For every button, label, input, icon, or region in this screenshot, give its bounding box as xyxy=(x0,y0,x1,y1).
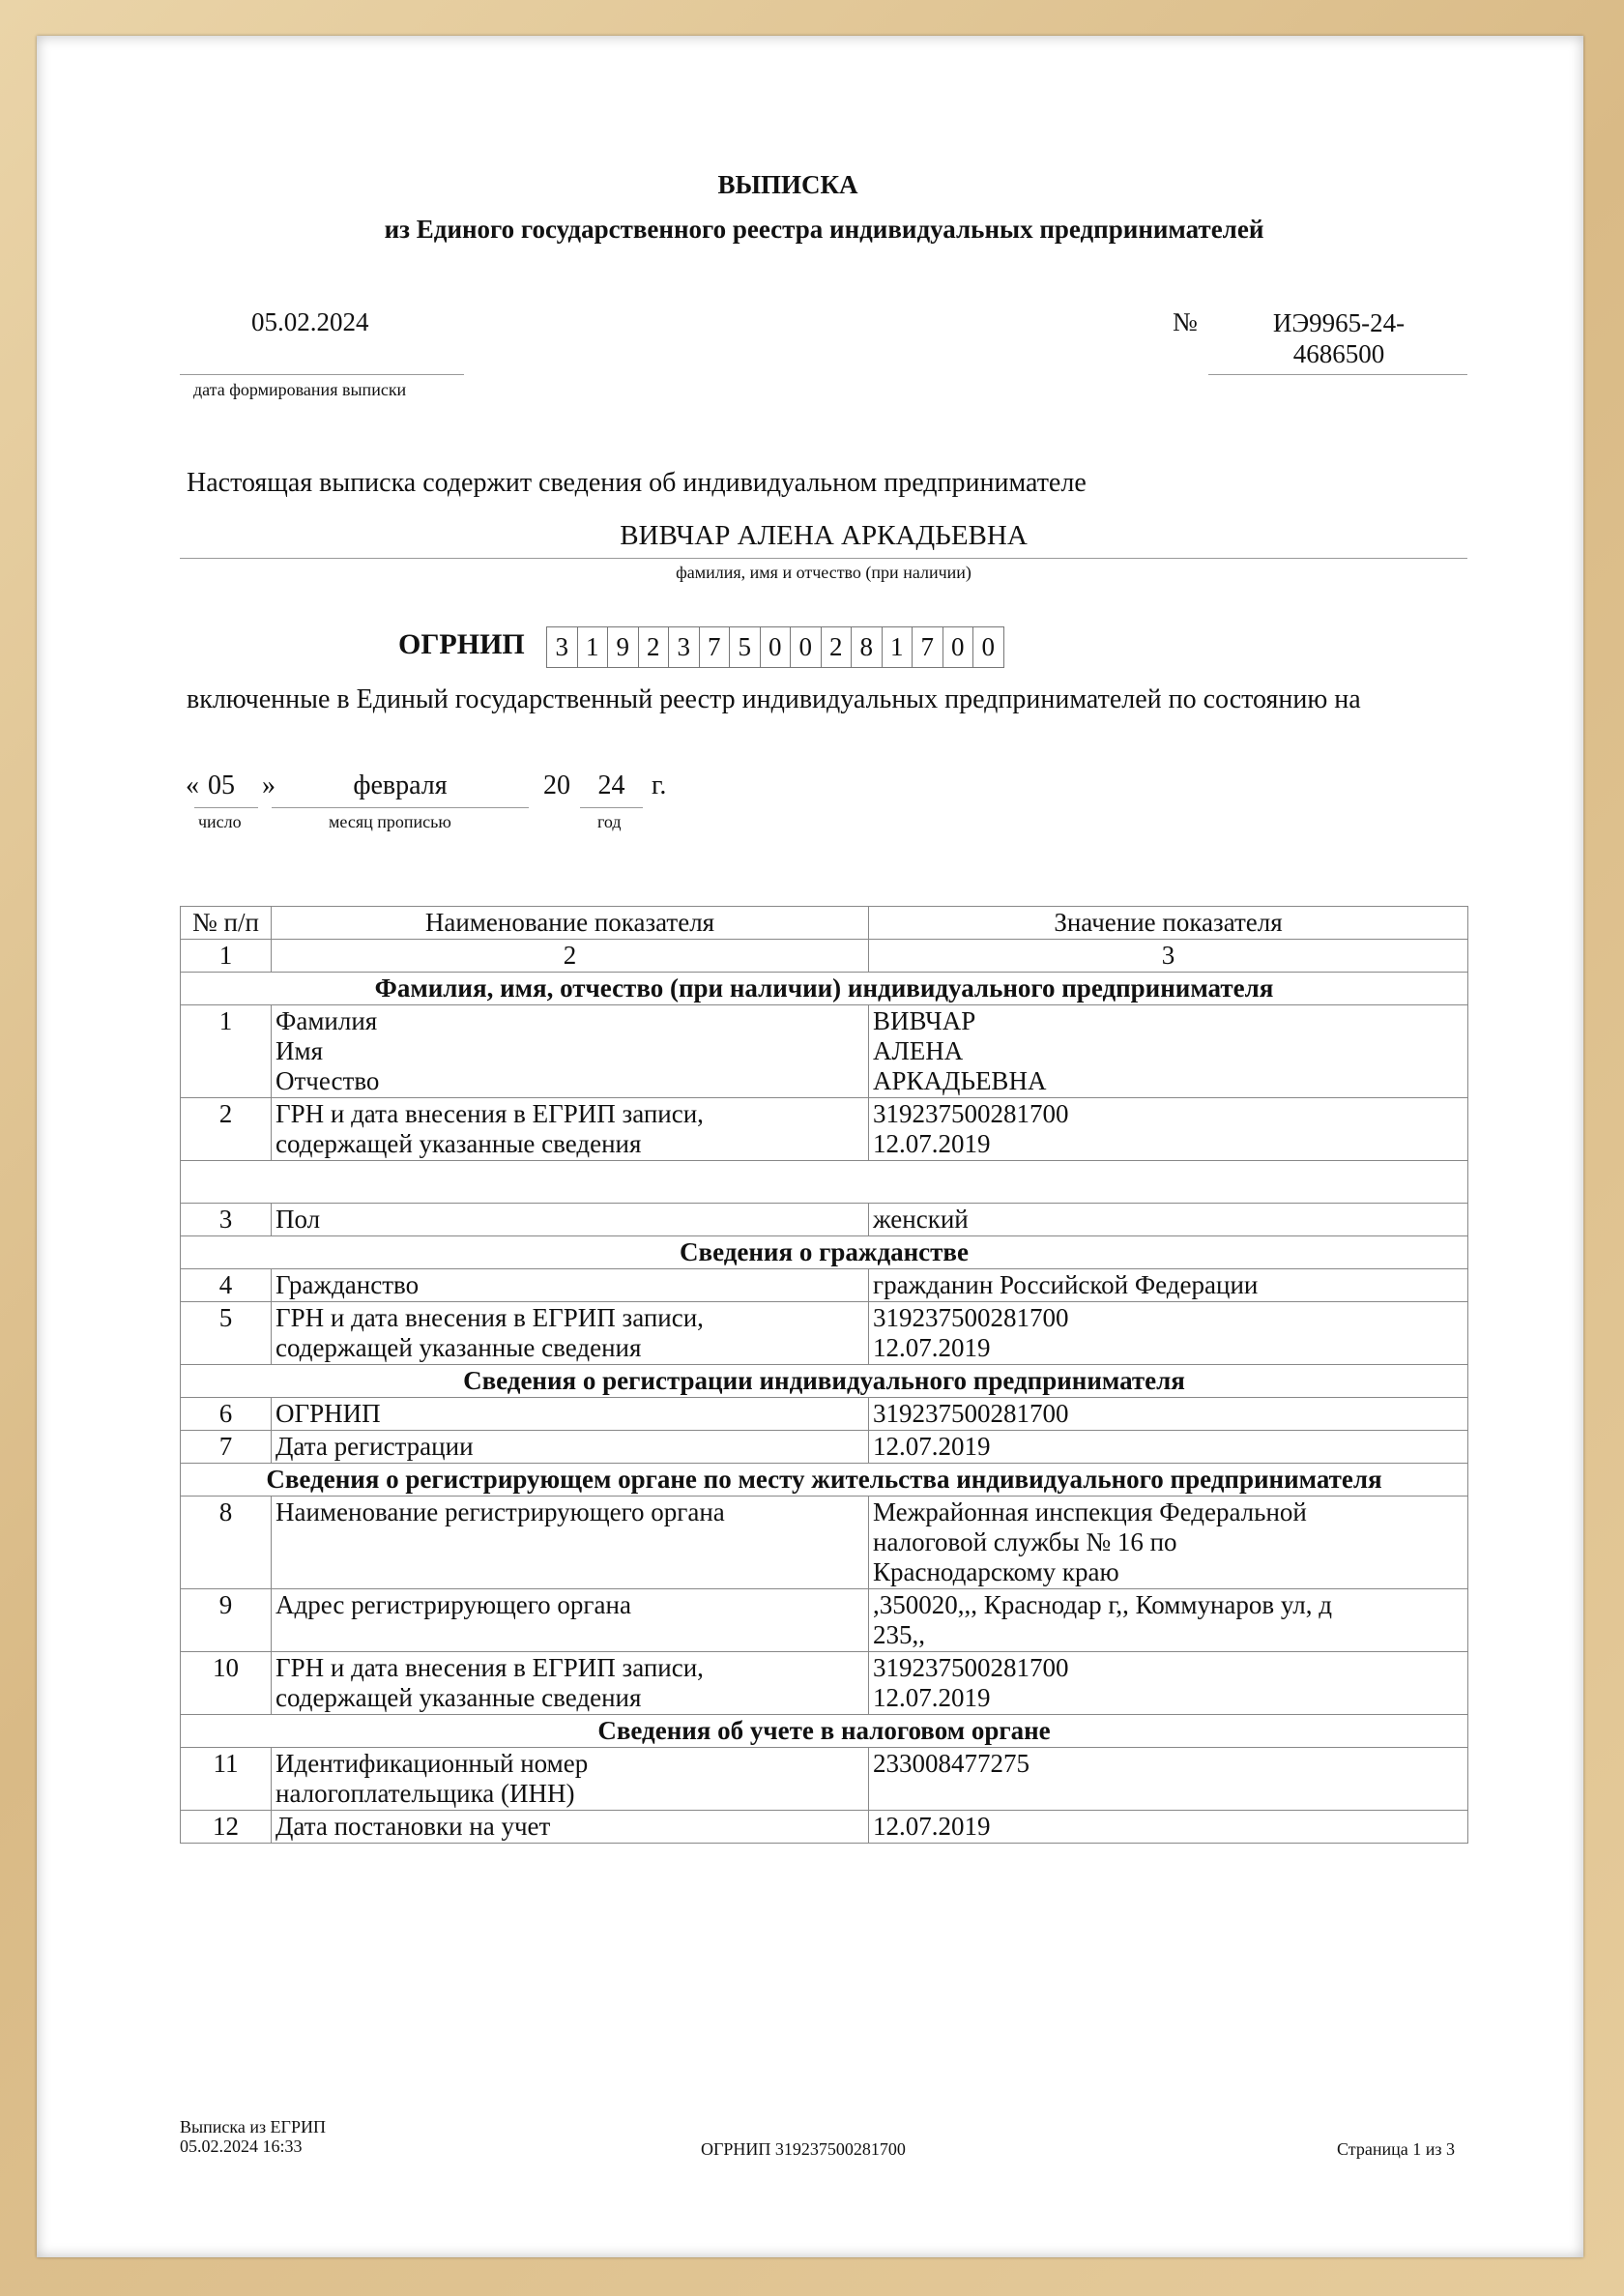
indicator-name-line: Идентификационный номер xyxy=(276,1749,589,1778)
indicator-value-line: Краснодарскому краю xyxy=(873,1557,1119,1586)
indicator-name xyxy=(272,1098,869,1161)
register-table xyxy=(180,906,1468,1844)
indicator-name-line: Имя xyxy=(276,1036,324,1065)
ogrnip-digit: 3 xyxy=(546,626,578,668)
indicator-value-line: 12.07.2019 xyxy=(873,1129,991,1158)
ogrnip-digit: 1 xyxy=(577,626,609,668)
table-row xyxy=(181,1398,1468,1431)
table-row xyxy=(181,1005,1468,1098)
table-row xyxy=(181,1589,1468,1652)
section-header-row xyxy=(181,1365,1468,1398)
indicator-name-line: Гражданство xyxy=(276,1270,420,1299)
year-caption: год xyxy=(597,812,622,831)
indicator-value-line: АРКАДЬЕВНА xyxy=(873,1066,1047,1095)
table-row xyxy=(181,1098,1468,1161)
intro-text: Настоящая выписка содержит сведения об индивидуальном предпринимателе xyxy=(187,468,1087,498)
ogrnip-digit-boxes xyxy=(547,626,1004,668)
row-number: 12 xyxy=(181,1811,272,1844)
ogrnip-digit: 0 xyxy=(942,626,974,668)
indicator-value-line: 233008477275 xyxy=(873,1749,1030,1778)
table-row xyxy=(181,1748,1468,1811)
indicator-value-line: 12.07.2019 xyxy=(873,1333,991,1362)
indicator-value-line: налоговой службы № 16 по xyxy=(873,1527,1177,1556)
indicator-name-line: ГРН и дата внесения в ЕГРИП записи, xyxy=(276,1099,704,1128)
ogrnip-digit: 7 xyxy=(912,626,943,668)
indicator-value xyxy=(869,1497,1468,1589)
indicator-value-line: ВИВЧАР xyxy=(873,1006,976,1035)
section-title: Сведения о гражданстве xyxy=(181,1236,1468,1269)
row-number: 3 xyxy=(181,1204,272,1236)
section-title: Фамилия, имя, отчество (при наличии) индивидуального предпринимателя xyxy=(181,973,1468,1005)
indicator-name-line: Пол xyxy=(276,1205,321,1234)
indicator-value xyxy=(869,1811,1468,1844)
row-number: 5 xyxy=(181,1302,272,1365)
indicator-name xyxy=(272,1497,869,1589)
table-row xyxy=(181,1204,1468,1236)
month-caption: месяц прописью xyxy=(329,812,451,831)
indicator-value xyxy=(869,1652,1468,1715)
indicator-value-line: 235,, xyxy=(873,1620,925,1649)
row-number: 10 xyxy=(181,1652,272,1715)
section-title: Сведения о регистрации индивидуального предпринимателя xyxy=(181,1365,1468,1398)
year-underline xyxy=(580,807,643,808)
indicator-name xyxy=(272,1431,869,1464)
section-title: Сведения об учете в налоговом органе xyxy=(181,1715,1468,1748)
footer-page-number: Страница 1 из 3 xyxy=(1337,2139,1455,2159)
ogrnip-digit: 0 xyxy=(790,626,822,668)
month-underline xyxy=(272,807,529,808)
indicator-name-line: Дата постановки на учет xyxy=(276,1812,551,1841)
entrepreneur-fio: ВИВЧАР АЛЕНА АРКАДЬЕВНА xyxy=(620,520,1028,551)
footer-left xyxy=(180,2117,326,2156)
fio-underline xyxy=(180,558,1467,559)
ogrnip-digit: 1 xyxy=(882,626,914,668)
table-row xyxy=(181,1269,1468,1302)
issue-date-caption: дата формирования выписки xyxy=(193,380,407,399)
indicator-value-line: 319237500281700 xyxy=(873,1653,1069,1682)
state-day: 05 xyxy=(208,770,235,800)
ogrnip-digit: 0 xyxy=(972,626,1004,668)
indicator-name-line: содержащей указанные сведения xyxy=(276,1129,642,1158)
state-year: 24 xyxy=(597,770,625,800)
document-number-line: 4686500 xyxy=(1292,339,1385,368)
table-row xyxy=(181,1497,1468,1589)
number-sign: № xyxy=(1173,307,1198,336)
indicator-name-line: налогоплательщика (ИНН) xyxy=(276,1779,575,1808)
indicator-value-line: 319237500281700 xyxy=(873,1303,1069,1332)
indicator-value-line: 319237500281700 xyxy=(873,1399,1069,1428)
indicator-value xyxy=(869,1204,1468,1236)
row-number: 1 xyxy=(181,1005,272,1098)
section-header-row xyxy=(181,1464,1468,1497)
indicator-value-line: 12.07.2019 xyxy=(873,1812,991,1841)
table-row xyxy=(181,1652,1468,1715)
indicator-value-line: 12.07.2019 xyxy=(873,1432,991,1461)
section-header-row xyxy=(181,1715,1468,1748)
indicator-value xyxy=(869,1302,1468,1365)
indicator-name-line: содержащей указанные сведения xyxy=(276,1333,642,1362)
indicator-name xyxy=(272,1748,869,1811)
indicator-name-line: ГРН и дата внесения в ЕГРИП записи, xyxy=(276,1303,704,1332)
fio-caption: фамилия, имя и отчество (при наличии) xyxy=(676,563,972,582)
issue-date: 05.02.2024 xyxy=(251,307,369,336)
indicator-value xyxy=(869,1431,1468,1464)
indicator-name-line: Дата регистрации xyxy=(276,1432,474,1461)
day-caption: число xyxy=(198,812,242,831)
column-number-cell: 3 xyxy=(869,940,1468,973)
row-number: 11 xyxy=(181,1748,272,1811)
issue-date-underline xyxy=(180,374,464,375)
state-year-suffix: г. xyxy=(652,770,667,800)
ogrnip-digit: 2 xyxy=(638,626,670,668)
ogrnip-digit: 8 xyxy=(851,626,883,668)
table-row xyxy=(181,1302,1468,1365)
indicator-name xyxy=(272,1269,869,1302)
document-title: ВЫПИСКА xyxy=(717,170,858,199)
ogrnip-digit: 2 xyxy=(821,626,853,668)
indicator-value-line: 12.07.2019 xyxy=(873,1683,991,1712)
indicator-value-line: женский xyxy=(873,1205,969,1234)
indicator-value xyxy=(869,1269,1468,1302)
close-quote: » xyxy=(262,770,276,800)
row-number: 4 xyxy=(181,1269,272,1302)
row-number: 7 xyxy=(181,1431,272,1464)
ogrnip-label: ОГРНИП xyxy=(398,628,525,660)
row-number: 9 xyxy=(181,1589,272,1652)
document-number-underline xyxy=(1208,374,1467,375)
header-cell-value: Значение показателя xyxy=(869,907,1468,940)
table-row xyxy=(181,1811,1468,1844)
empty-row xyxy=(181,1161,1468,1204)
header-cell-number: № п/п xyxy=(181,907,272,940)
table-row xyxy=(181,1431,1468,1464)
footer-left-line: Выписка из ЕГРИП xyxy=(180,2117,326,2136)
document-number-line: ИЭ9965-24- xyxy=(1272,308,1406,337)
state-year-prefix: 20 xyxy=(543,770,570,800)
empty-cell xyxy=(181,1161,1468,1204)
table-column-number-row xyxy=(181,940,1468,973)
row-number: 2 xyxy=(181,1098,272,1161)
indicator-name-line: Фамилия xyxy=(276,1006,378,1035)
document-number xyxy=(1213,307,1464,369)
indicator-value-line: гражданин Российской Федерации xyxy=(873,1270,1259,1299)
ogrnip-digit: 9 xyxy=(607,626,639,668)
document-subtitle: из Единого государственного реестра индивидуальных предпринимателей xyxy=(384,215,1264,244)
indicator-value-line: ,350020,,, Краснодар г,, Коммунаров ул, д xyxy=(873,1590,1332,1619)
indicator-name xyxy=(272,1398,869,1431)
footer-ogrnip: ОГРНИП 319237500281700 xyxy=(701,2139,906,2159)
indicator-value xyxy=(869,1748,1468,1811)
open-quote: « xyxy=(186,770,199,800)
indicator-name-line: Наименование регистрирующего органа xyxy=(276,1497,725,1526)
row-number: 6 xyxy=(181,1398,272,1431)
indicator-name-line: Адрес регистрирующего органа xyxy=(276,1590,631,1619)
indicator-name xyxy=(272,1652,869,1715)
column-number-cell: 2 xyxy=(272,940,869,973)
indicator-name xyxy=(272,1302,869,1365)
indicator-value xyxy=(869,1005,1468,1098)
indicator-name xyxy=(272,1005,869,1098)
section-header-row xyxy=(181,1236,1468,1269)
table-header-row xyxy=(181,907,1468,940)
column-number-cell: 1 xyxy=(181,940,272,973)
indicator-name-line: содержащей указанные сведения xyxy=(276,1683,642,1712)
state-month: февраля xyxy=(353,770,448,800)
indicator-name xyxy=(272,1589,869,1652)
footer-left-line: 05.02.2024 16:33 xyxy=(180,2136,303,2156)
section-title: Сведения о регистрирующем органе по месту жительства индивидуального предпринимателя xyxy=(181,1464,1468,1497)
row-number: 8 xyxy=(181,1497,272,1589)
indicator-name-line: ОГРНИП xyxy=(276,1399,381,1428)
ogrnip-digit: 3 xyxy=(668,626,700,668)
indicator-value xyxy=(869,1098,1468,1161)
indicator-name xyxy=(272,1204,869,1236)
indicator-value-line: АЛЕНА xyxy=(873,1036,964,1065)
indicator-name-line: ГРН и дата внесения в ЕГРИП записи, xyxy=(276,1653,704,1682)
indicator-value xyxy=(869,1398,1468,1431)
included-text: включенные в Единый государственный реестр индивидуальных предпринимателей по состоянию на xyxy=(187,684,1361,714)
indicator-value-line: 319237500281700 xyxy=(873,1099,1069,1128)
indicator-value xyxy=(869,1589,1468,1652)
ogrnip-digit: 5 xyxy=(729,626,761,668)
section-header-row xyxy=(181,973,1468,1005)
day-underline xyxy=(194,807,258,808)
ogrnip-digit: 0 xyxy=(760,626,792,668)
indicator-name xyxy=(272,1811,869,1844)
indicator-value-line: Межрайонная инспекция Федеральной xyxy=(873,1497,1307,1526)
header-cell-name: Наименование показателя xyxy=(272,907,869,940)
ogrnip-digit: 7 xyxy=(699,626,731,668)
indicator-name-line: Отчество xyxy=(276,1066,380,1095)
